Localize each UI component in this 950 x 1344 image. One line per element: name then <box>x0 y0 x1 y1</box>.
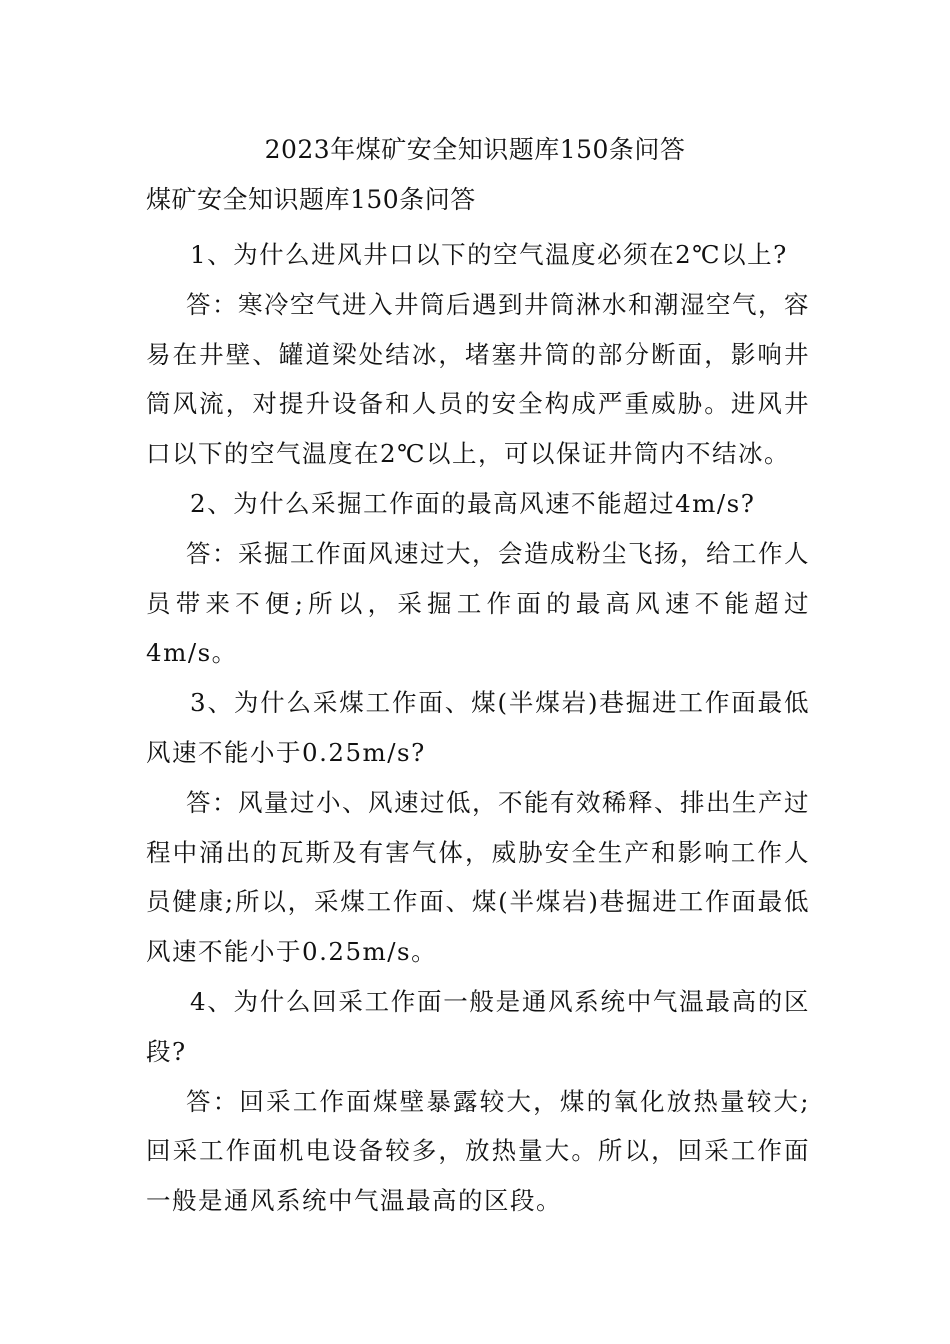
question-3: 3、为什么采煤工作面、煤(半煤岩)巷掘进工作面最低风速不能小于0.25m/s? <box>146 688 810 767</box>
question-1: 1、为什么进风井口以下的空气温度必须在2℃以上? <box>190 240 788 269</box>
document-subtitle: 煤矿安全知识题库150条问答 <box>146 185 476 214</box>
question-4: 4、为什么回采工作面一般是通风系统中气温最高的区段? <box>146 986 810 1066</box>
answer-3: 答：风量过小、风速过低，不能有效稀释、排出生产过程中涌出的瓦斯及有害气体，威胁安全生产和影响工作人员健康;所以，采煤工作面、煤(半煤岩)巷掘进工作面最低风速不能小于0.25m/s。 <box>146 787 810 967</box>
document-title: 2023年煤矿安全知识题库150条问答 <box>264 135 686 164</box>
document-body <box>146 230 810 1226</box>
answer-4: 答：回采工作面煤壁暴露较大，煤的氧化放热量较大;回采工作面机电设备较多，放热量大。所以，回采工作面一般是通风系统中气温最高的区段。 <box>146 1086 810 1216</box>
answer-2: 答：采掘工作面风速过大，会造成粉尘飞扬，给工作人员带来不便;所以，采掘工作面的最高风速不能超过4m/s。 <box>146 538 810 668</box>
answer-1: 答：寒冷空气进入井筒后遇到井筒淋水和潮湿空气，容易在井壁、罐道梁处结冰，堵塞井筒的部分断面，影响井筒风流，对提升设备和人员的安全构成严重威胁。进风井口以下的空气温度在2℃以上，可以保证井筒内不结冰。 <box>146 289 810 469</box>
question-2: 2、为什么采掘工作面的最高风速不能超过4m/s? <box>190 488 756 518</box>
